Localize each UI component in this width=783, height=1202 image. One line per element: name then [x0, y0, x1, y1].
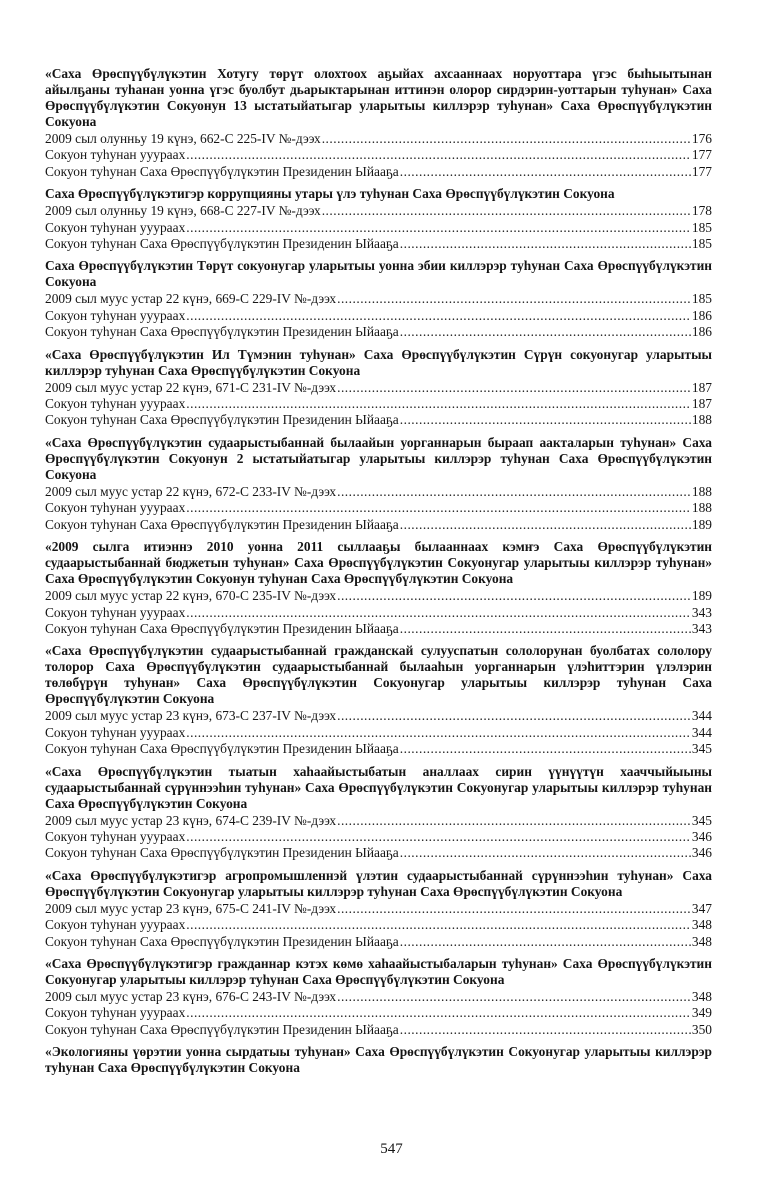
toc-row [45, 324, 712, 340]
toc-row [45, 741, 712, 757]
toc-row-label: 2009 сыл олунньу 19 күнэ, 662-С 225-IV №-дээх [45, 131, 321, 146]
toc-row-page: 345 [691, 812, 712, 828]
toc-row-page: 344 [691, 724, 712, 740]
toc-entry [45, 186, 712, 252]
toc-entry-title: «Саха Өрөспүүбүлүкэтин тыатын хаһаайыстыбатын аналлаах сирин үүнүүтүн хааччыйыыны судаарыстыбаннай сүрүннээһин туһунан» Саха Өрөспүүбүлүкэтин Сокуонугар уларытыы киллэрэр туһунан Саха Өрөспүүбүлүкэтин Сокуона [45, 763, 712, 811]
toc-row [45, 147, 712, 163]
toc-row-label: Сокуон туһунан Саха Өрөспүүбүлүкэтин Президенин Ыйааҕа [45, 516, 399, 532]
dot-leader [186, 147, 691, 163]
toc-row-label: Сокуон туһунан ууураах [45, 604, 186, 620]
dot-leader [186, 1005, 691, 1021]
toc-row-label: Сокуон туһунан ууураах [45, 917, 186, 933]
dot-leader [400, 164, 691, 180]
toc-row [45, 484, 712, 500]
toc-row [45, 588, 712, 604]
toc-row [45, 901, 712, 917]
toc-row-page: 177 [691, 147, 712, 163]
dot-leader [400, 741, 691, 757]
dot-leader [186, 605, 691, 621]
toc-entry [45, 956, 712, 1038]
toc-row-page: 188 [691, 483, 712, 499]
toc-entry-title: «Саха Өрөспүүбүлүкэтин Хотугу төрүт олохтоох аҕыйах ахсааннаах норуоттара үгэс быһыытынан айылҕаны туһанан уонна үгэс буолбут дьарыктарынан иттинэн олорор сирдэрин-уоттарын туһунан» Саха Өрөспүүбүлүкэтин Сокуонун 13 ыстатыйатыгар уларытыы киллэрэр туһунан» Саха Өрөспүүбүлүкэтин Сокуона [45, 66, 712, 129]
toc-row-page: 187 [691, 379, 712, 395]
dot-leader [337, 380, 691, 396]
toc-row-page: 350 [691, 1021, 712, 1037]
dot-leader [186, 396, 691, 412]
toc-row-label: Сокуон туһунан ууураах [45, 500, 186, 516]
toc-row-page: 347 [691, 900, 712, 916]
dot-leader [186, 500, 691, 516]
toc-row-label: 2009 сыл муус устар 23 күнэ, 675-С 241-IV №-дээх [45, 900, 337, 916]
toc-entry [45, 435, 712, 533]
toc-row-page: 188 [691, 412, 712, 428]
toc-row-label: Сокуон туһунан ууураах [45, 307, 186, 323]
toc-row-label: Сокуон туһунан ууураах [45, 1005, 186, 1021]
toc-row [45, 164, 712, 180]
toc-row-page: 187 [691, 396, 712, 412]
toc-entry-title: «Саха Өрөспүүбүлүкэтигэр гражданнар кэтэх көмө хаһаайыстыбаларын туһунан» Саха Өрөспүүбүлүкэтин Сокуонугар уларытыы киллэрэр туһунан Саха Өрөспүүбүлүкэтин Сокуона [45, 955, 712, 987]
toc-row-page: 343 [691, 604, 712, 620]
toc-row-label: 2009 сыл муус устар 23 күнэ, 674-С 239-IV №-дээх [45, 812, 337, 828]
toc-row-page: 186 [691, 324, 712, 340]
toc-row-page: 343 [691, 620, 712, 636]
toc-row-label: Сокуон туһунан ууураах [45, 724, 186, 740]
toc-entry-title: Саха Өрөспүүбүлүкэтигэр коррупцияны утары үлэ туһунан Саха Өрөспүүбүлүкэтин Сокуона [45, 186, 615, 202]
toc-entry [45, 764, 712, 862]
toc-row-label: 2009 сыл муус устар 23 күнэ, 676-С 243-IV №-дээх [45, 988, 337, 1004]
dot-leader [400, 845, 691, 861]
toc-row-label: Сокуон туһунан Саха Өрөспүүбүлүкэтин Президенин Ыйааҕа [45, 933, 399, 949]
toc-row [45, 203, 712, 219]
dot-leader [186, 308, 691, 324]
toc-row-label: Сокуон туһунан Саха Өрөспүүбүлүкэтин Президенин Ыйааҕа [45, 236, 399, 252]
toc-entry [45, 347, 712, 429]
toc-row [45, 1005, 712, 1021]
dot-leader [337, 901, 691, 917]
toc-row [45, 934, 712, 950]
toc-row [45, 1022, 712, 1038]
toc-entry [45, 66, 712, 180]
toc-row [45, 917, 712, 933]
toc-row-label: Сокуон туһунан ууураах [45, 219, 186, 235]
toc-entry [45, 539, 712, 637]
toc-row [45, 708, 712, 724]
dot-leader [400, 621, 691, 637]
dot-leader [322, 203, 691, 219]
toc-entry [45, 643, 712, 757]
toc-row-page: 176 [691, 131, 712, 146]
page-number: 547 [380, 1141, 403, 1157]
toc-row-page: 186 [691, 307, 712, 323]
toc-row [45, 412, 712, 428]
toc-row-page: 185 [691, 291, 712, 307]
toc-row-page: 348 [691, 933, 712, 949]
toc-row-label: Сокуон туһунан Саха Өрөспүүбүлүкэтин Президенин Ыйааҕа [45, 1021, 399, 1037]
toc-row-page: 346 [691, 845, 712, 861]
toc-row-label: Сокуон туһунан Саха Өрөспүүбүлүкэтин Президенин Ыйааҕа [45, 620, 399, 636]
table-of-contents [45, 66, 712, 1082]
toc-row-label: Сокуон туһунан Саха Өрөспүүбүлүкэтин Президенин Ыйааҕа [45, 845, 399, 861]
toc-row-label: 2009 сыл олунньу 19 күнэ, 668-С 227-IV №-дээх [45, 203, 321, 219]
dot-leader [186, 725, 691, 741]
dot-leader [337, 291, 691, 307]
toc-row [45, 621, 712, 637]
toc-row-label: Сокуон туһунан ууураах [45, 828, 186, 844]
toc-row [45, 813, 712, 829]
toc-entry [45, 258, 712, 340]
toc-row-label: Сокуон туһунан ууураах [45, 147, 186, 163]
toc-row-page: 348 [691, 917, 712, 933]
toc-entry-title: Саха Өрөспүүбүлүкэтин Төрүт сокуонугар уларытыы уонна эбии киллэрэр туһунан Саха Өрөспүүбүлүкэтин Сокуона [45, 258, 712, 290]
toc-row-label: Сокуон туһунан Саха Өрөспүүбүлүкэтин Президенин Ыйааҕа [45, 412, 399, 428]
toc-entry [45, 1044, 712, 1076]
toc-row-page: 189 [691, 516, 712, 532]
toc-row-page: 345 [691, 741, 712, 757]
toc-row-page: 188 [691, 500, 712, 516]
toc-row [45, 131, 712, 147]
toc-entry-title: «Экологияны үөрэтии уонна сырдатыы туһунан» Саха Өрөспүүбүлүкэтин Сокуонугар уларытыы киллэрэр туһунан Саха Өрөспүүбүлүкэтин Сокуона [45, 1044, 712, 1076]
toc-row [45, 396, 712, 412]
toc-row-label: 2009 сыл муус устар 22 күнэ, 670-С 235-IV №-дээх [45, 588, 337, 604]
toc-entry-title: «2009 сылга итиэннэ 2010 уонна 2011 сыллааҕы былааннаах кэмҥэ Саха Өрөспүүбүлүкэтин судаарыстыбаннай бюджетын туһунан» Саха Өрөспүүбүлүкэтин Сокуонугар уларытыы киллэрэр туһунан» Саха Өрөспүүбүлүкэтин Сокуонун туһунан Саха Өрөспүүбүлүкэтин Сокуона [45, 539, 712, 587]
dot-leader [322, 131, 691, 147]
toc-row [45, 500, 712, 516]
toc-row [45, 845, 712, 861]
toc-row-page: 349 [691, 1005, 712, 1021]
toc-row-page: 346 [691, 828, 712, 844]
toc-row-label: 2009 сыл муус устар 22 күнэ, 669-С 229-IV №-дээх [45, 291, 337, 307]
toc-row-page: 189 [691, 588, 712, 604]
toc-row [45, 308, 712, 324]
dot-leader [186, 220, 691, 236]
dot-leader [337, 588, 691, 604]
dot-leader [337, 813, 691, 829]
toc-row [45, 291, 712, 307]
dot-leader [400, 934, 691, 950]
toc-entry-title: «Саха Өрөспүүбүлүкэтин судаарыстыбаннай былаайын уорганнарын быраап аакталарын туһунан» Саха Өрөспүүбүлүкэтин Сокуонун 2 ыстатыйатыгар уларытыы киллэрэр туһунан Саха Өрөспүүбүлүкэтин Сокуона [45, 434, 712, 482]
dot-leader [337, 989, 691, 1005]
toc-row-label: Сокуон туһунан Саха Өрөспүүбүлүкэтин Президенин Ыйааҕа [45, 324, 399, 340]
toc-row-page: 178 [691, 203, 712, 219]
toc-entry-title: «Саха Өрөспүүбүлүкэтин судаарыстыбаннай гражданскай сулууспатын сололорунан буолбатах сололору толорор Саха Өрөспүүбүлүкэтин судаарыстыбаннай былааһын уорганнарын үлэһиттэрин үлэлэрин төлөбүрүн туһунан» Саха Өрөспүүбүлүкэтин Сокуонугар уларытыы киллэрэр туһунан Саха Өрөспүүбүлүкэтин Сокуона [45, 643, 712, 707]
dot-leader [186, 917, 691, 933]
toc-row [45, 989, 712, 1005]
toc-entry-title: «Саха Өрөспүүбүлүкэтигэр агропромышленнэй үлэтин судаарыстыбаннай сүрүннээһин туһунан» Саха Өрөспүүбүлүкэтин Сокуонугар уларытыы киллэрэр туһунан Саха Өрөспүүбүлүкэтин Сокуона [45, 867, 712, 899]
toc-row-label: 2009 сыл муус устар 23 күнэ, 673-С 237-IV №-дээх [45, 708, 337, 724]
toc-row [45, 236, 712, 252]
toc-row [45, 829, 712, 845]
dot-leader [400, 1022, 691, 1038]
toc-row-label: 2009 сыл муус устар 22 күнэ, 671-С 231-IV №-дээх [45, 379, 337, 395]
toc-row-label: 2009 сыл муус устар 22 күнэ, 672-С 233-IV №-дээх [45, 483, 337, 499]
dot-leader [337, 708, 691, 724]
toc-row [45, 725, 712, 741]
toc-row [45, 220, 712, 236]
toc-row [45, 517, 712, 533]
toc-entry [45, 868, 712, 950]
dot-leader [400, 412, 691, 428]
toc-row-page: 177 [691, 163, 712, 179]
toc-entry-title: «Саха Өрөспүүбүлүкэтин Ил Түмэнин туһунан» Саха Өрөспүүбүлүкэтин Сүрүн сокуонугар уларытыы киллэрэр туһунан Саха Өрөспүүбүлүкэтин Сокуона [45, 346, 712, 378]
toc-row-label: Сокуон туһунан Саха Өрөспүүбүлүкэтин Президенин Ыйааҕа [45, 163, 399, 179]
toc-row [45, 605, 712, 621]
toc-row-label: Сокуон туһунан ууураах [45, 396, 186, 412]
toc-row-page: 344 [691, 708, 712, 724]
dot-leader [400, 236, 691, 252]
toc-row-page: 185 [691, 236, 712, 252]
toc-row-label: Сокуон туһунан Саха Өрөспүүбүлүкэтин Президенин Ыйааҕа [45, 741, 399, 757]
dot-leader [186, 829, 691, 845]
dot-leader [400, 517, 691, 533]
dot-leader [400, 324, 691, 340]
toc-row [45, 380, 712, 396]
toc-row-page: 185 [691, 219, 712, 235]
dot-leader [337, 484, 691, 500]
toc-row-page: 348 [691, 988, 712, 1004]
